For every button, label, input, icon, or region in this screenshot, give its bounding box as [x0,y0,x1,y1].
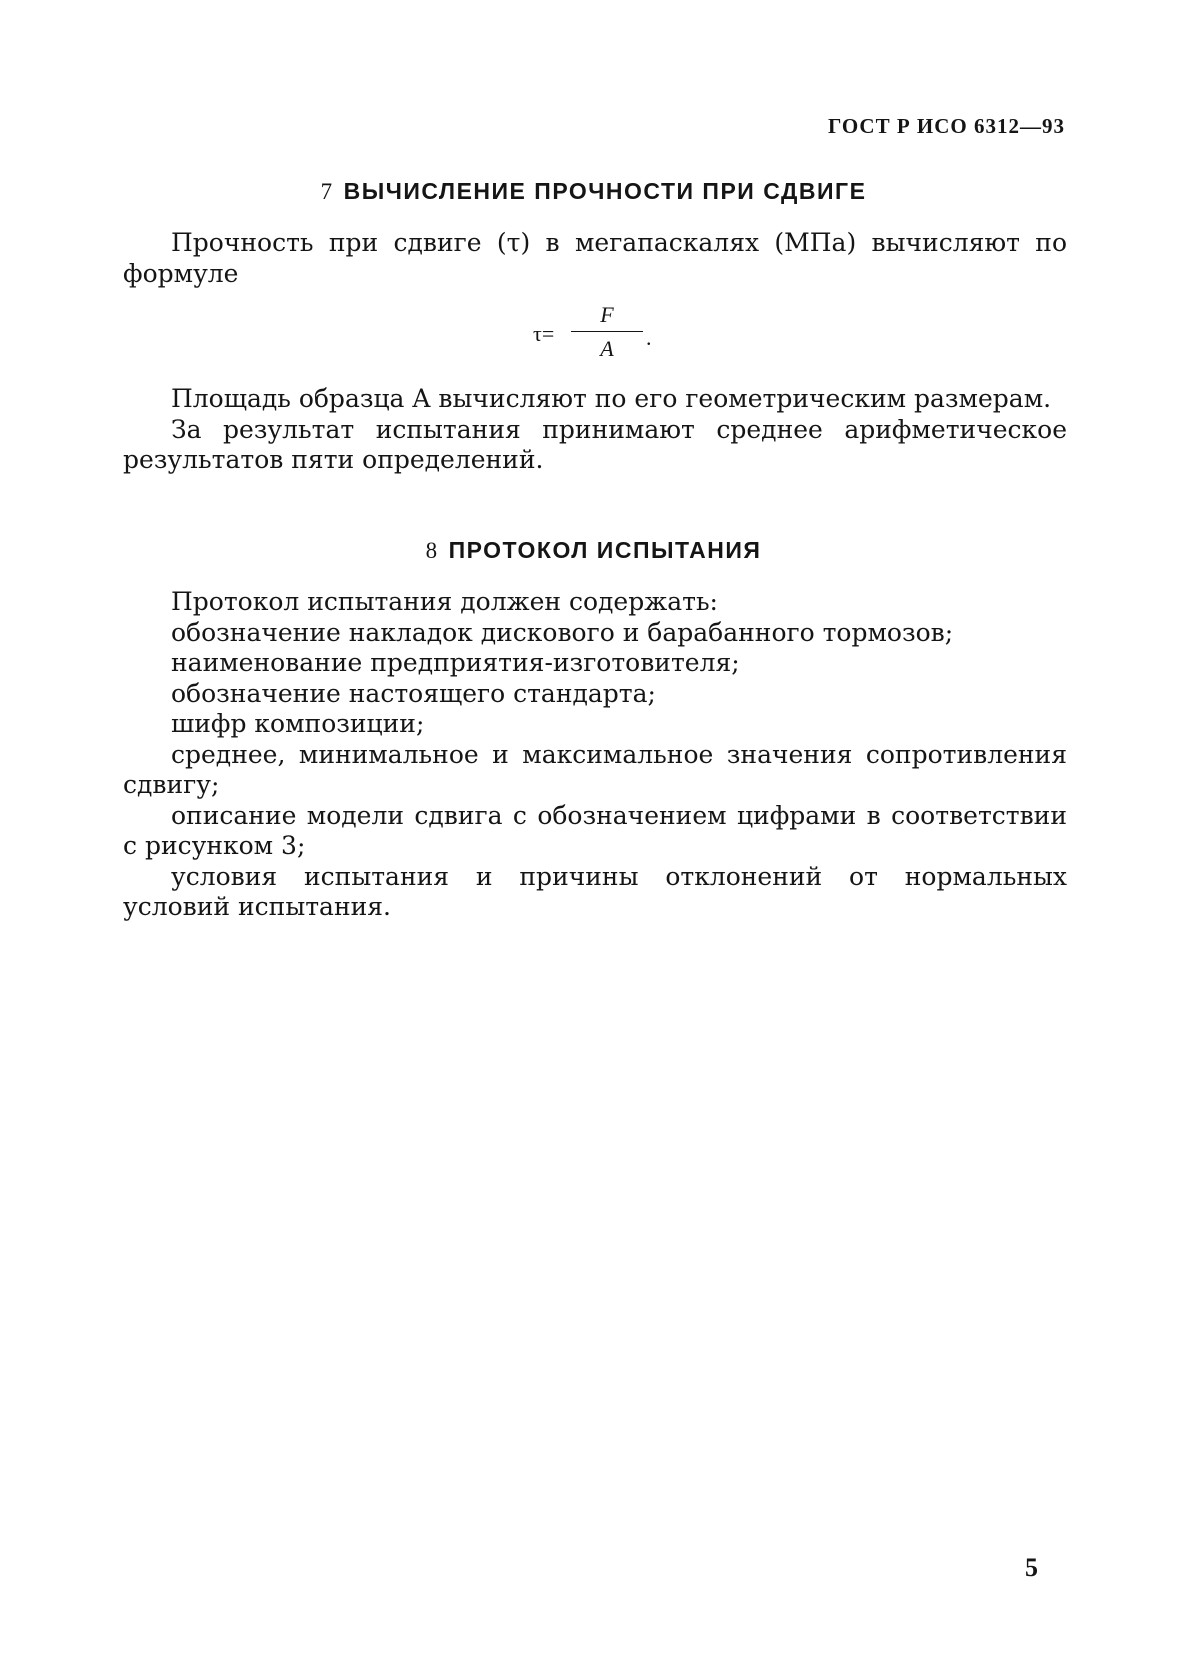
formula-fraction-bar [571,331,643,332]
document-code: ГОСТ Р ИСО 6312—93 [827,114,1065,138]
section-7-result-paragraph: За результат испытания принимают среднее арифметическое результатов пяти определений. [123,414,1067,474]
formula-fraction [571,303,643,362]
protocol-item: обозначение накладок дискового и барабанного тормозов; [171,617,954,647]
section-8-intro: Протокол испытания должен содержать: [171,587,718,616]
section-7-body [123,384,1067,476]
protocol-item: условия испытания и причины отклонений от нормальных условий испытания. [123,861,1067,921]
section-8-title: ПРОТОКОЛ ИСПЫТАНИЯ [448,537,762,563]
section-8-heading [0,537,1187,564]
section-7-area-paragraph: Площадь образца A вычисляют по его геометрическим размерам. [171,384,1052,413]
section-8-number: 8 [425,538,439,563]
formula-denominator: A [600,336,614,361]
formula-lhs: τ= [533,321,555,346]
section-7-heading [0,178,1187,205]
section-8-body [123,587,1067,923]
protocol-item: обозначение настоящего стандарта; [171,678,656,708]
page-number: 5 [1025,1553,1038,1582]
protocol-item: среднее, минимальное и максимальное значения сопротивления сдвигу; [123,739,1067,799]
protocol-item: наименование предприятия-изготовителя; [171,648,740,677]
protocol-item: шифр композиции; [171,709,425,738]
section-7-intro-block [123,228,1067,289]
formula-numerator: F [600,302,614,327]
protocol-item: описание модели сдвига с обозначением цифрами в соответствии с рисунком 3; [123,800,1067,860]
section-7-intro: Прочность при сдвиге (τ) в мегапаскалях (МПа) вычисляют по формуле [123,228,1067,288]
section-7-title: ВЫЧИСЛЕНИЕ ПРОЧНОСТИ ПРИ СДВИГЕ [343,178,867,204]
formula-end-dot: . [646,325,652,350]
section-7-number: 7 [320,179,334,204]
